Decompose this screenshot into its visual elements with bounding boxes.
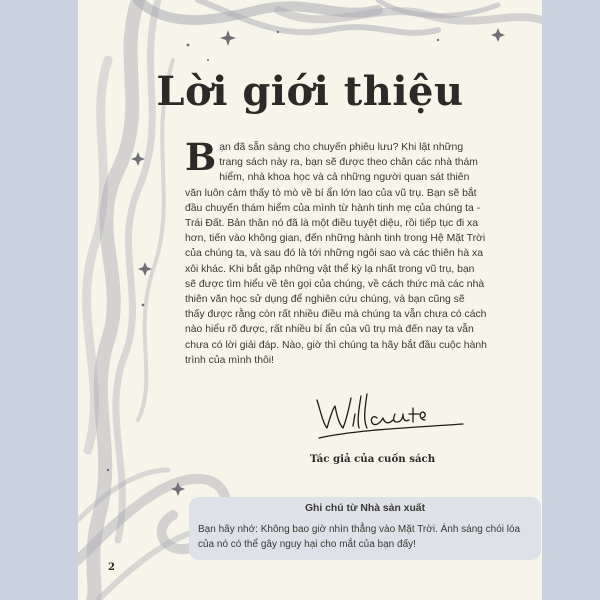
drop-cap: B (185, 135, 217, 179)
sparkle-icon (491, 28, 505, 42)
note-body: Bạn hãy nhớ: Không bao giờ nhìn thẳng vào Mặt Trời. Ánh sáng chói lóa của nó có thể gây nguy hại cho mắt của bạn đấy! (198, 524, 521, 550)
sparkle-icon (131, 152, 145, 166)
intro-text: ạn đã sẵn sàng cho chuyến phiêu lưu? Khi lật những trang sách này ra, bạn sẽ được theo chân các nhà thám hiểm, nhà khoa học và cả những người quan sát thiên văn luôn cảm thấy tò mò về bí ẩn lớn lao của vũ trụ. Bạn sẽ bắt đầu chuyến thám hiểm của mình từ hành tinh mẹ của chúng ta - Trái Đất. Bản thân nó đã là một điều tuyệt diệu, rồi tiếp tục đi xa hơn, tiến vào không gian, đến những hành tinh trong Hệ Mặt Trời của chúng ta, và sau đó là tới những ngôi sao và các thiên hà xa xôi khác. Khi bắt gặp những vật thể kỳ lạ nhất trong vũ trụ, bạn sẽ được tìm hiểu về tên gọi của chúng, về cách thức mà các nhà thiên văn học sử dụng để nghiên cứu chúng, và bạn cũng sẽ thấy được rằng còn rất nhiều điều mà chúng ta vẫn chưa có cách nào hiểu rõ được, rất nhiều bí ẩn của vũ trụ mà đến nay ta vẫn chưa có lời giải đáp. Nào, giờ thì chúng ta hãy bắt đầu cuộc hành trình của mình thôi! (185, 142, 487, 366)
page-number: 2 (108, 562, 115, 573)
page-title: Lời giới thiệu (156, 68, 464, 115)
note-title: Ghi chú từ Nhà sản xuất (304, 503, 426, 514)
producer-note-box (189, 497, 541, 560)
author-signature (315, 388, 465, 448)
author-caption: Tác giả của cuốn sách (310, 453, 436, 465)
sparkle-icon (220, 30, 236, 46)
book-page (78, 0, 542, 600)
intro-paragraph (185, 135, 487, 368)
